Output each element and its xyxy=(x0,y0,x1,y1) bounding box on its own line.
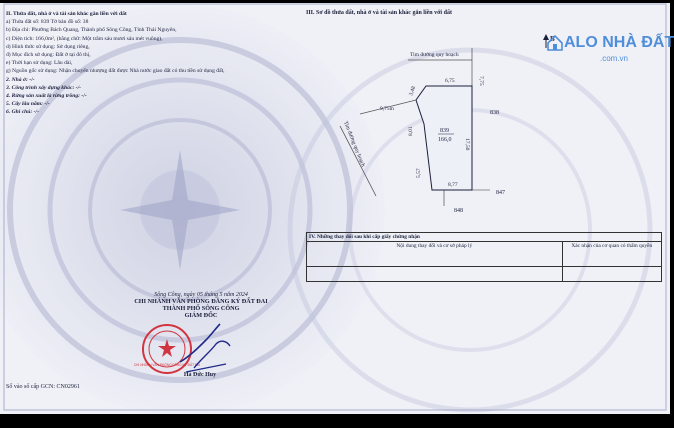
changes-col-confirm: Xác nhận của cơ quan có thẩm quyền xyxy=(562,242,661,267)
house-logo-icon xyxy=(546,34,564,52)
photo-border-top xyxy=(0,0,670,3)
registry-number: Số vào sổ cấp GCN: CN02961 xyxy=(6,384,80,390)
road-left-label: Tim đường quy hoạch xyxy=(342,120,366,168)
photo-border-bottom xyxy=(0,414,670,428)
dim-top-right: 7,75 xyxy=(478,76,484,86)
changes-title: IV. Những thay đổi sau khi cấp giấy chứng nhận xyxy=(307,233,662,242)
signer-title: GIÁM ĐỐC xyxy=(184,312,218,319)
neighbor-847: 847 xyxy=(496,190,505,196)
usage-term-line: e) Thời hạn sử dụng: Lâu dài, xyxy=(6,60,73,67)
dim-bottom: 8,77 xyxy=(448,182,458,188)
signer-name: Hà Đức Huy xyxy=(183,372,217,378)
office-line-2: THÀNH PHỐ SÔNG CÔNG xyxy=(162,305,240,312)
perennial-tree-item: 5. Cây lâu năm: -/- xyxy=(6,101,50,108)
usage-purpose-line: đ) Mục đích sử dụng: Đất ở tại đô thị, xyxy=(6,52,91,59)
section-header-land: II. Thửa đất, nhà ở và tài sản khác gắn liền với đất xyxy=(6,11,127,17)
changes-section xyxy=(306,232,662,286)
address-line: b) Địa chỉ: Phường Bách Quang, Thành phố Sông Công, Tỉnh Thái Nguyên, xyxy=(6,27,177,34)
other-construction-item: 3. Công trình xây dựng khác: -/- xyxy=(6,84,81,91)
parcel-area: 166,0 xyxy=(438,137,452,143)
north-label: B xyxy=(550,35,555,43)
stamp-text: CHI NHÁNH VĂN PHÒNG ĐĂNG KÝ ĐẤT ĐAI xyxy=(133,363,201,367)
area-line: c) Diện tích: 166,0m², (bằng chữ: Một trăm sáu mươi sáu mét vuông), xyxy=(6,35,163,42)
signature-block xyxy=(96,292,306,319)
dim-bevel: 3,48 xyxy=(408,85,418,97)
dim-right: 17,50 xyxy=(464,138,470,151)
dim-left-top: 9,75m xyxy=(380,106,394,112)
usage-origin-line: g) Nguồn gốc sử dụng: Nhận chuyển nhượng đất được Nhà nước giao đất có thu tiền sử dụng đất, xyxy=(6,68,225,75)
house-item: 2. Nhà ở: -/- xyxy=(6,76,35,83)
dim-inner: 8,01 xyxy=(408,126,414,136)
neighbor-848: 848 xyxy=(454,208,463,214)
watermark-brand: ALO NHÀ ĐẤT xyxy=(564,34,674,51)
forest-item: 4. Rừng sản xuất là rừng trồng: -/- xyxy=(6,93,87,100)
usage-form-line: d) Hình thức sử dụng: Sử dụng riêng, xyxy=(6,43,90,50)
note-item: 6. Ghi chú: -/- xyxy=(6,109,39,116)
office-line-1: CHI NHÁNH VĂN PHÒNG ĐĂNG KÝ ĐẤT ĐAI xyxy=(134,298,268,305)
place-date: Sông Công, ngày 05 tháng 5 năm 2024 xyxy=(154,292,248,298)
dim-left: 5,57 xyxy=(416,168,422,178)
watermark-site: .com.vn xyxy=(600,54,629,63)
land-info-section xyxy=(6,10,298,117)
dim-top: 6,75 xyxy=(445,78,455,84)
signature-scribble-icon xyxy=(176,318,236,374)
neighbor-838: 838 xyxy=(490,110,499,116)
map-section-title: III. Sơ đồ thửa đất, nhà ở và tài sản khác gắn liền với đất xyxy=(306,10,452,16)
changes-col-content: Nội dung thay đổi và cơ sở pháp lý xyxy=(307,242,563,267)
parcel-number: 839 xyxy=(440,128,449,134)
parcel-number-line: a) Thửa đất số: 839 Tờ bản đồ số: 38 xyxy=(6,19,89,26)
road-top-label: Tim đường quy hoạch xyxy=(410,52,459,58)
